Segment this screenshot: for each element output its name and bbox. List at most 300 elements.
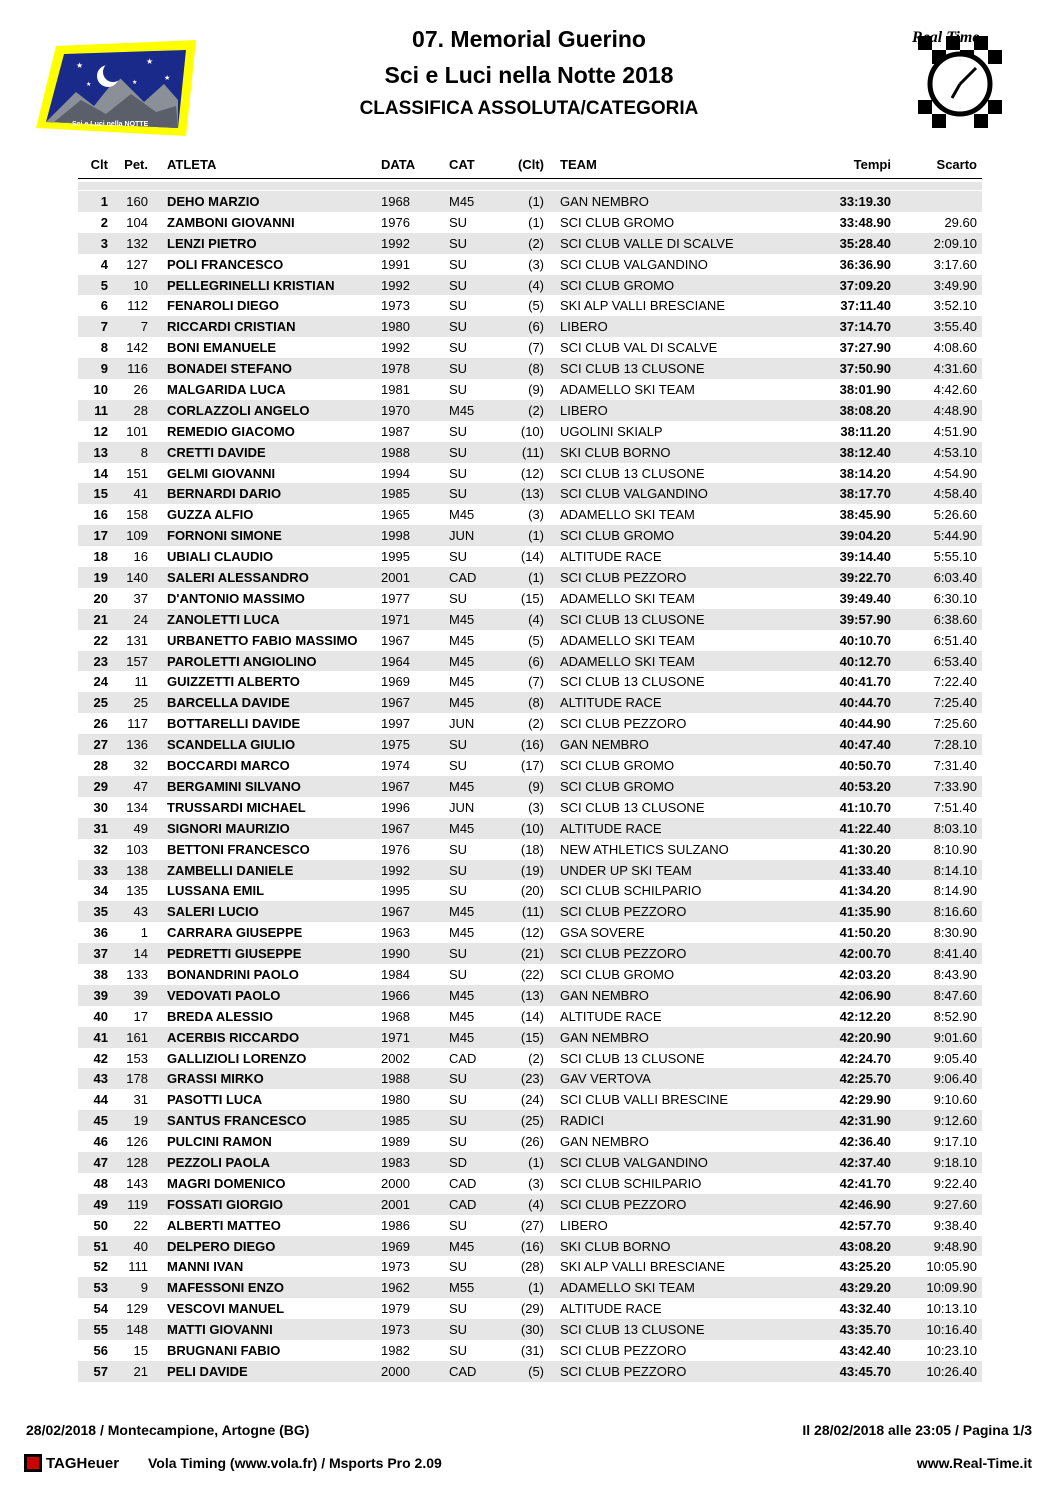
cell-category: SU [449, 382, 468, 398]
cell-bib: 178 [126, 1071, 148, 1087]
cell-team: GAN NEMBRO [560, 737, 649, 753]
cell-bib: 151 [126, 465, 148, 481]
cell-bib: 153 [126, 1050, 148, 1066]
cell-category-rank: (15) [520, 1029, 544, 1045]
cell-time: 39:22.70 [839, 570, 891, 586]
cell-bib: 1 [140, 925, 148, 941]
cell-team: ALTITUDE RACE [560, 549, 662, 565]
cell-rank: 44 [93, 1092, 108, 1108]
table-row [78, 546, 982, 567]
cell-gap: 4:48.90 [933, 402, 977, 418]
cell-year: 1980 [381, 319, 410, 335]
cell-category-rank: (24) [520, 1092, 544, 1108]
cell-time: 43:45.70 [839, 1363, 891, 1379]
table-row [78, 254, 982, 275]
footer-website[interactable]: www.Real-Time.it [916, 1455, 1032, 1471]
cell-category-rank: (4) [528, 611, 544, 627]
cell-team: ADAMELLO SKI TEAM [560, 632, 695, 648]
cell-athlete: DELPERO DIEGO [167, 1238, 276, 1254]
cell-athlete: BERNARDI DARIO [167, 486, 282, 502]
cell-athlete: GELMI GIOVANNI [167, 465, 276, 481]
cell-time: 42:24.70 [839, 1050, 891, 1066]
cell-rank: 18 [93, 549, 108, 565]
svg-text:★: ★ [164, 75, 171, 82]
cell-bib: 129 [126, 1301, 148, 1317]
cell-athlete: BREDA ALESSIO [167, 1008, 273, 1024]
cell-team: GAN NEMBRO [560, 1134, 649, 1150]
cell-gap: 3:49.90 [933, 277, 977, 293]
cell-time: 39:04.20 [839, 528, 891, 544]
cell-time: 39:49.40 [839, 590, 891, 606]
cell-rank: 25 [93, 695, 108, 711]
cell-time: 38:45.90 [839, 507, 891, 523]
table-row [78, 442, 982, 463]
cell-team: SCI CLUB PEZZORO [560, 1342, 687, 1358]
cell-bib: 116 [127, 361, 148, 377]
cell-gap: 8:16.60 [933, 904, 977, 920]
table-row [78, 880, 982, 901]
cell-time: 43:29.20 [839, 1280, 891, 1296]
cell-athlete: GUZZA ALFIO [167, 507, 254, 523]
cell-year: 1986 [381, 1217, 410, 1233]
page-title: 07. Memorial Guerino [412, 26, 646, 52]
cell-athlete: MANNI IVAN [167, 1259, 244, 1275]
cell-time: 40:12.70 [839, 653, 891, 669]
cell-year: 1989 [381, 1134, 410, 1150]
cell-team: SKI CLUB BORNO [560, 1238, 671, 1254]
cell-bib: 101 [126, 423, 148, 439]
cell-year: 1971 [381, 1029, 410, 1045]
table-row [78, 1131, 982, 1152]
cell-gap: 7:51.40 [933, 799, 977, 815]
cell-time: 38:08.20 [839, 402, 891, 418]
cell-category-rank: (6) [528, 653, 544, 669]
cell-gap: 9:48.90 [933, 1238, 977, 1254]
cell-athlete: BONADEI STEFANO [167, 361, 292, 377]
cell-time: 36:36.90 [839, 256, 891, 272]
cell-rank: 35 [93, 904, 108, 920]
cell-team: SCI CLUB PEZZORO [560, 946, 687, 962]
cell-team: ADAMELLO SKI TEAM [560, 507, 695, 523]
cell-year: 1978 [381, 361, 410, 377]
cell-time: 43:32.40 [839, 1301, 891, 1317]
cell-bib: 132 [126, 235, 148, 251]
cell-athlete: BOCCARDI MARCO [167, 758, 290, 774]
cell-team: GSA SOVERE [560, 925, 645, 941]
table-row [78, 1236, 982, 1257]
cell-rank: 56 [93, 1342, 108, 1358]
cell-athlete: ACERBIS RICCARDO [167, 1029, 300, 1045]
cell-category-rank: (8) [528, 361, 544, 377]
cell-athlete: MATTI GIOVANNI [167, 1322, 273, 1338]
cell-gap: 7:33.90 [933, 778, 977, 794]
cell-bib: 138 [126, 862, 148, 878]
cell-year: 1967 [381, 904, 410, 920]
cell-time: 42:36.40 [839, 1134, 891, 1150]
cell-time: 38:17.70 [839, 486, 891, 502]
cell-category: SU [449, 465, 468, 481]
cell-gap: 10:13.10 [926, 1301, 977, 1317]
cell-time: 37:50.90 [839, 361, 891, 377]
cell-bib: 157 [126, 653, 148, 669]
cell-bib: 47 [133, 778, 148, 794]
cell-gap: 6:53.40 [933, 653, 977, 669]
cell-category: JUN [449, 716, 475, 732]
cell-rank: 14 [93, 465, 108, 481]
cell-rank: 38 [93, 966, 108, 982]
cell-time: 37:27.90 [839, 340, 891, 356]
cell-team: SKI ALP VALLI BRESCIANE [560, 298, 725, 314]
cell-athlete: UBIALI CLAUDIO [167, 549, 274, 565]
cell-category: SU [449, 1217, 468, 1233]
table-row [78, 212, 982, 233]
cell-team: UNDER UP SKI TEAM [560, 862, 692, 878]
cell-time: 40:47.40 [839, 737, 891, 753]
cell-time: 43:08.20 [839, 1238, 891, 1254]
cell-rank: 52 [93, 1259, 108, 1275]
cell-time: 42:46.90 [839, 1196, 891, 1212]
cell-athlete: LENZI PIETRO [167, 235, 257, 251]
cell-gap: 4:54.90 [933, 465, 977, 481]
cell-team: ADAMELLO SKI TEAM [560, 1280, 695, 1296]
cell-bib: 119 [127, 1196, 148, 1212]
cell-rank: 21 [93, 611, 108, 627]
cell-category-rank: (17) [520, 758, 544, 774]
cell-bib: 39 [133, 987, 148, 1003]
cell-team: SCI CLUB 13 CLUSONE [560, 1322, 705, 1338]
cell-gap: 3:55.40 [933, 319, 977, 335]
cell-category-rank: (7) [528, 340, 544, 356]
cell-year: 1988 [381, 444, 410, 460]
cell-category: SU [449, 590, 468, 606]
cell-gap: 4:42.60 [933, 382, 977, 398]
cell-team: SCI CLUB GROMO [560, 966, 675, 982]
cell-year: 1992 [381, 340, 410, 356]
cell-gap: 6:51.40 [933, 632, 977, 648]
cell-team: SCI CLUB GROMO [560, 528, 675, 544]
cell-athlete: SIGNORI MAURIZIO [167, 820, 290, 836]
cell-year: 2000 [381, 1175, 410, 1191]
cell-rank: 43 [93, 1071, 108, 1087]
cell-category: JUN [449, 528, 475, 544]
cell-category: SU [449, 214, 468, 230]
cell-year: 1973 [381, 1322, 410, 1338]
table-row [78, 964, 982, 985]
cell-rank: 20 [93, 590, 108, 606]
cell-time: 41:50.20 [839, 925, 891, 941]
cell-gap: 4:08.60 [933, 340, 977, 356]
cell-time: 41:10.70 [839, 799, 891, 815]
real-time-logo [910, 28, 1010, 136]
cell-year: 1973 [381, 1259, 410, 1275]
table-row [78, 567, 982, 588]
cell-year: 1990 [381, 946, 410, 962]
cell-rank: 12 [93, 423, 108, 439]
cell-gap: 4:58.40 [933, 486, 977, 502]
cell-time: 42:41.70 [839, 1175, 891, 1191]
cell-category: M45 [449, 1029, 475, 1045]
cell-gap: 4:31.60 [933, 361, 977, 377]
cell-gap: 5:44.90 [933, 528, 977, 544]
cell-category: M55 [449, 1280, 475, 1296]
cell-time: 40:10.70 [839, 632, 891, 648]
table-row [78, 295, 982, 316]
cell-time: 38:12.40 [839, 444, 891, 460]
cell-category-rank: (2) [528, 1050, 544, 1066]
cell-team: ADAMELLO SKI TEAM [560, 653, 695, 669]
table-row [78, 588, 982, 609]
cell-year: 1969 [381, 1238, 410, 1254]
cell-category-rank: (1) [528, 528, 544, 544]
cell-athlete: MAFESSONI ENZO [167, 1280, 285, 1296]
cell-rank: 47 [93, 1154, 108, 1170]
table-row [78, 901, 982, 922]
footer-page-info: Il 28/02/2018 alle 23:05 / Pagina 1/3 [802, 1422, 1032, 1438]
cell-bib: 15 [133, 1342, 148, 1358]
cell-team: GAN NEMBRO [560, 194, 649, 209]
cell-category: SU [449, 277, 468, 293]
cell-category: M45 [449, 653, 475, 669]
table-row [78, 1089, 982, 1110]
cell-rank: 8 [100, 340, 108, 356]
cell-category-rank: (28) [520, 1259, 544, 1275]
cell-team: SCI CLUB 13 CLUSONE [560, 465, 705, 481]
cell-rank: 55 [93, 1322, 108, 1338]
cell-gap: 7:28.10 [933, 737, 977, 753]
table-row [78, 922, 982, 943]
cell-athlete: TRUSSARDI MICHAEL [167, 799, 306, 815]
cell-category-rank: (21) [520, 946, 544, 962]
svg-text:★: ★ [86, 82, 92, 88]
cell-category: SU [449, 758, 468, 774]
table-row [78, 1298, 982, 1319]
cell-category-rank: (5) [528, 1363, 544, 1379]
cell-rank: 1 [100, 194, 108, 209]
cell-category: SU [449, 340, 468, 356]
cell-team: SCI CLUB VALGANDINO [560, 1154, 708, 1170]
cell-athlete: CORLAZZOLI ANGELO [167, 402, 310, 418]
table-row [78, 1027, 982, 1048]
cell-category-rank: (10) [520, 820, 544, 836]
cell-athlete: SCANDELLA GIULIO [167, 737, 296, 753]
table-row [78, 1215, 982, 1236]
cell-bib: 10 [133, 277, 148, 293]
cell-time: 37:14.70 [839, 319, 891, 335]
cell-category: SU [449, 862, 468, 878]
cell-team: SCI CLUB PEZZORO [560, 1363, 687, 1379]
table-row [78, 1048, 982, 1069]
table-row [78, 776, 982, 797]
cell-bib: 26 [133, 382, 148, 398]
cell-category-rank: (1) [528, 194, 544, 209]
cell-athlete: URBANETTO FABIO MASSIMO [167, 632, 358, 648]
cell-category: M45 [449, 1238, 475, 1254]
table-row [78, 358, 982, 379]
table-row [78, 1194, 982, 1215]
cell-time: 41:33.40 [839, 862, 891, 878]
cell-rank: 50 [93, 1217, 108, 1233]
cell-time: 38:01.90 [839, 382, 891, 398]
cell-year: 1969 [381, 674, 410, 690]
cell-year: 1979 [381, 1301, 410, 1317]
cell-category-rank: (7) [528, 674, 544, 690]
cell-year: 1967 [381, 695, 410, 711]
cell-category: SU [449, 737, 468, 753]
cell-rank: 49 [93, 1196, 108, 1212]
cell-time: 42:03.20 [839, 966, 891, 982]
cell-year: 1964 [381, 653, 410, 669]
svg-text:★: ★ [76, 61, 84, 70]
cell-bib: 43 [133, 904, 148, 920]
cell-time: 42:06.90 [839, 987, 891, 1003]
cell-gap: 8:52.90 [933, 1008, 977, 1024]
table-row [78, 713, 982, 734]
cell-athlete: PAROLETTI ANGIOLINO [167, 653, 317, 669]
cell-athlete: ZANOLETTI LUCA [167, 611, 280, 627]
cell-gap: 8:10.90 [933, 841, 977, 857]
cell-year: 1967 [381, 820, 410, 836]
cell-bib: 16 [133, 549, 148, 565]
cell-category: SU [449, 298, 468, 314]
cell-team: SCI CLUB VAL DI SCALVE [560, 340, 718, 356]
cell-bib: 161 [126, 1029, 148, 1045]
table-row [78, 1152, 982, 1173]
cell-time: 42:25.70 [839, 1071, 891, 1087]
event-logo-text: Sci e Luci nella NOTTE [72, 121, 149, 128]
table-row [78, 379, 982, 400]
cell-time: 41:22.40 [839, 820, 891, 836]
cell-year: 1971 [381, 611, 410, 627]
table-row [78, 1319, 982, 1340]
table-row [78, 818, 982, 839]
cell-athlete: PASOTTI LUCA [167, 1092, 263, 1108]
cell-category: JUN [449, 799, 475, 815]
cell-category: SU [449, 256, 468, 272]
cell-gap: 8:30.90 [933, 925, 977, 941]
cell-time: 39:14.40 [839, 549, 891, 565]
cell-category: SU [449, 1259, 468, 1275]
cell-year: 2001 [381, 1196, 410, 1212]
header-band [78, 182, 982, 190]
cell-year: 1970 [381, 402, 410, 418]
cell-bib: 40 [133, 1238, 148, 1254]
cell-athlete: PULCINI RAMON [167, 1134, 272, 1150]
cell-bib: 136 [126, 737, 148, 753]
cell-bib: 127 [126, 256, 148, 272]
cell-rank: 34 [93, 883, 108, 899]
cell-year: 1982 [381, 1342, 410, 1358]
cell-time: 42:20.90 [839, 1029, 891, 1045]
cell-year: 2001 [381, 570, 410, 586]
cell-category: CAD [449, 1050, 477, 1066]
cell-team: UGOLINI SKIALP [560, 423, 663, 439]
cell-category-rank: (25) [520, 1113, 544, 1129]
cell-athlete: BRUGNANI FABIO [167, 1342, 281, 1358]
cell-bib: 109 [126, 528, 148, 544]
cell-time: 40:50.70 [839, 758, 891, 774]
table-row [78, 797, 982, 818]
cell-gap: 9:12.60 [933, 1113, 977, 1129]
cell-year: 1998 [381, 528, 410, 544]
cell-athlete: DEHO MARZIO [167, 194, 260, 209]
cell-category-rank: (10) [520, 423, 544, 439]
cell-year: 1968 [381, 1008, 410, 1024]
cell-year: 1966 [381, 987, 410, 1003]
cell-bib: 49 [133, 820, 148, 836]
cell-year: 1987 [381, 423, 410, 439]
cell-gap: 8:43.90 [933, 966, 977, 982]
table-row [78, 483, 982, 504]
cell-year: 1997 [381, 716, 410, 732]
cell-team: SCI CLUB 13 CLUSONE [560, 799, 705, 815]
cell-gap: 2:09.10 [933, 235, 977, 251]
cell-time: 38:14.20 [839, 465, 891, 481]
cell-team: ALTITUDE RACE [560, 695, 662, 711]
cell-rank: 41 [93, 1029, 108, 1045]
cell-category-rank: (11) [521, 444, 544, 460]
cell-category: CAD [449, 1175, 477, 1191]
cell-category: SU [449, 423, 468, 439]
cell-rank: 29 [93, 778, 108, 794]
cell-bib: 22 [133, 1217, 148, 1233]
cell-category-rank: (13) [520, 486, 544, 502]
cell-gap: 9:01.60 [933, 1029, 977, 1045]
table-row [78, 1068, 982, 1089]
cell-team: SCI CLUB GROMO [560, 758, 675, 774]
cell-time: 43:35.70 [839, 1322, 891, 1338]
cell-gap: 10:09.90 [926, 1280, 977, 1296]
cell-bib: 104 [126, 214, 148, 230]
cell-time: 42:37.40 [839, 1154, 891, 1170]
cell-category-rank: (2) [528, 716, 544, 732]
cell-bib: 134 [126, 799, 148, 815]
cell-category-rank: (9) [528, 382, 544, 398]
cell-bib: 17 [133, 1008, 148, 1024]
cell-team: ALTITUDE RACE [560, 820, 662, 836]
cell-year: 1963 [381, 925, 410, 941]
cell-rank: 42 [93, 1050, 108, 1066]
cell-gap: 9:10.60 [933, 1092, 977, 1108]
cell-category: SU [449, 361, 468, 377]
cell-athlete: GALLIZIOLI LORENZO [167, 1050, 307, 1066]
cell-year: 1976 [381, 214, 410, 230]
cell-rank: 19 [93, 570, 108, 586]
cell-athlete: CARRARA GIUSEPPE [167, 925, 303, 941]
cell-athlete: VESCOVI MANUEL [167, 1301, 285, 1317]
cell-gap: 6:38.60 [933, 611, 977, 627]
cell-bib: 131 [126, 632, 148, 648]
table-row [78, 1173, 982, 1194]
cell-category: SU [449, 235, 468, 251]
cell-rank: 13 [93, 444, 108, 460]
cell-rank: 53 [93, 1280, 108, 1296]
cell-bib: 9 [140, 1280, 148, 1296]
cell-bib: 14 [133, 946, 148, 962]
table-row [78, 839, 982, 860]
cell-gap: 4:53.10 [933, 444, 977, 460]
cell-athlete: SALERI ALESSANDRO [167, 570, 309, 586]
cell-athlete: VEDOVATI PAOLO [167, 987, 281, 1003]
cell-category-rank: (1) [528, 570, 544, 586]
cell-bib: 8 [140, 444, 148, 460]
cell-time: 42:31.90 [839, 1113, 891, 1129]
cell-athlete: MALGARIDA LUCA [167, 382, 286, 398]
cell-category-rank: (19) [520, 862, 544, 878]
cell-team: ADAMELLO SKI TEAM [560, 590, 695, 606]
cell-athlete: GRASSI MIRKO [167, 1071, 264, 1087]
table-row [78, 985, 982, 1006]
cell-gap: 5:55.10 [933, 549, 977, 565]
